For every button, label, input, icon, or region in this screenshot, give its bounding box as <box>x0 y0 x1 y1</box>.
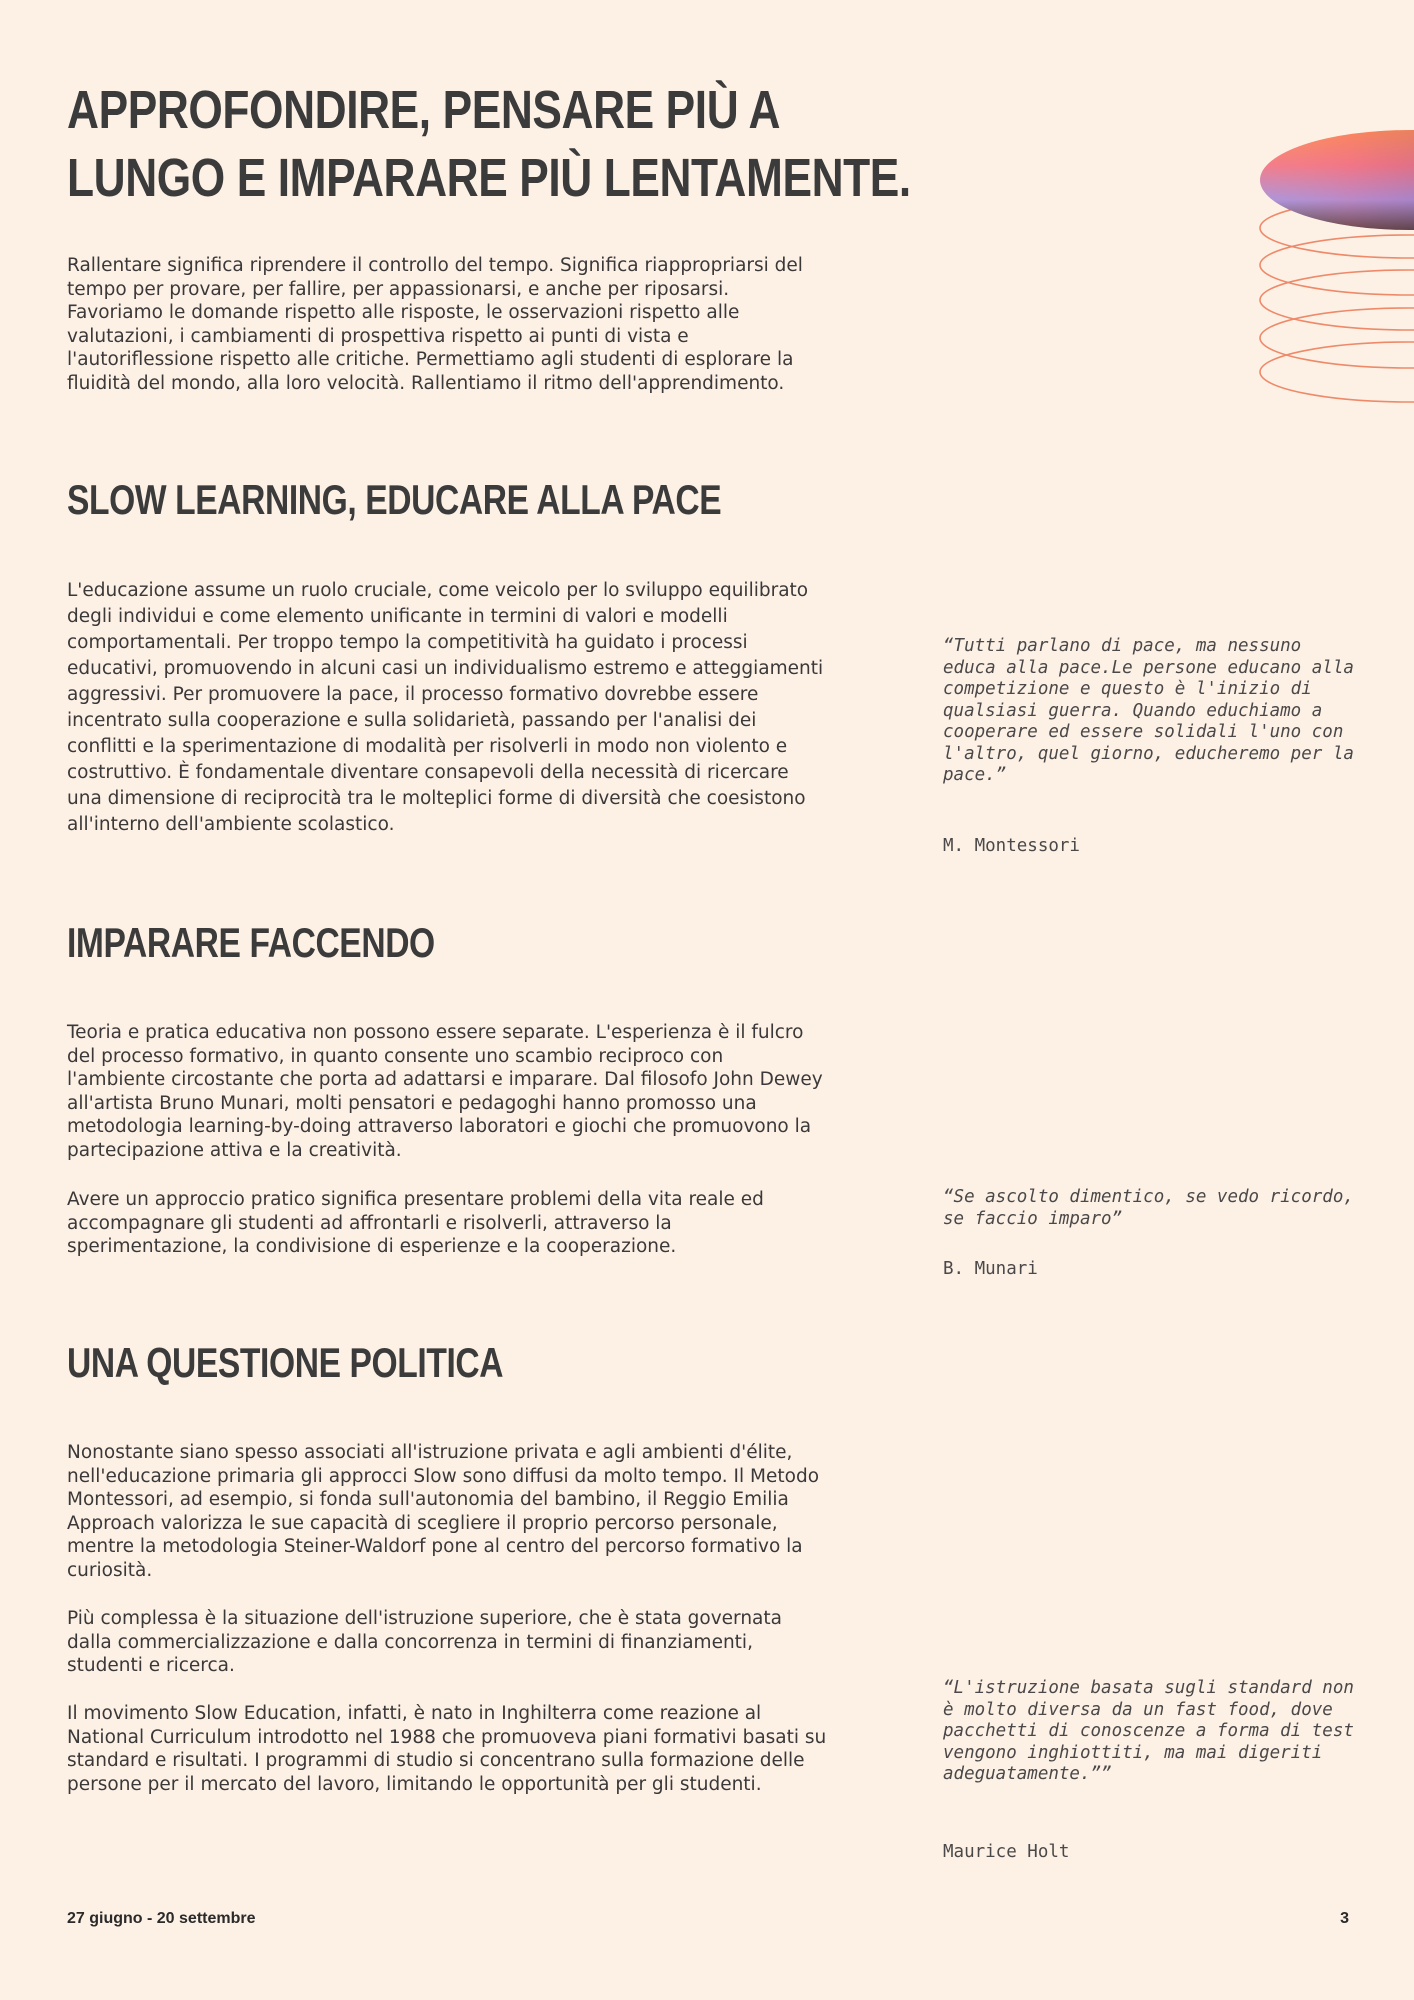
quote-holt: “L'istruzione basata sugli standard non è molto diversa da un fast food, dove pacchetti di conoscenze a forma di test vengono inghiottiti, ma mai digeriti adeguatamente.”” <box>943 1678 1354 1784</box>
politica-paragraph-2: Più complessa è la situazione dell'istruzione superiore, che è stata governata dalla commercializzazione e dalla concorrenza in termini di finanziamenti, studenti e ricerca. <box>67 1608 782 1676</box>
section-title-imparare-facendo: IMPARARE FACCENDO <box>67 919 435 966</box>
politica-paragraph-3: Il movimento Slow Education, infatti, è nato in Inghilterra come reazione al National Curriculum introdotto nel 1988 che promuoveva piani formativi basati su standard e risultati. I programmi di studio si concentrano sulla formazione delle persone per il mercato del lavoro, limitando le opportunità per gli studenti. <box>67 1703 827 1795</box>
ring-icon <box>1260 270 1414 330</box>
section-title-questione-politica: UNA QUESTIONE POLITICA <box>67 1339 504 1386</box>
slow-learning-paragraph: L'educazione assume un ruolo cruciale, come veicolo per lo sviluppo equilibrato degli individui e come elemento unificante in termini di valori e modelli comportamentali. Per troppo tempo la competitività ha guidato i processi educativi, promuovendo in alcuni casi un individualismo estremo e atteggiamenti aggressivi. Per promuovere la pace, il processo formativo dovrebbe essere incentrato sulla cooperazione e sulla solidarietà, passando per l'analisi dei conflitti e la sperimentazione di modalità per risolverli in modo non violento e costruttivo. È fondamentale diventare consapevoli della necessità di ricercare una dimensione di reciprocità tra le molteplici forme di diversità che coesistono all'interno dell'ambiente scolastico. <box>67 580 824 835</box>
quote-author-munari: B. Munari <box>943 1259 1038 1279</box>
ring-icon <box>1260 342 1414 402</box>
page-title-line-1: APPROFONDIRE, PENSARE PIÙ A <box>67 80 781 140</box>
page-title-line-2: LUNGO E IMPARARE PIÙ LENTAMENTE. <box>67 148 911 208</box>
imparare-paragraph-1: Teoria e pratica educativa non possono essere separate. L'esperienza è il fulcro del processo formativo, in quanto consente uno scambio reciproco con l'ambiente circostante che porta ad adattarsi e imparare. Dal filosofo John Dewey all'artista Bruno Munari, molti pensatori e pedagoghi hanno promosso una metodologia learning-by-doing attraverso laboratori e giochi che promuovono la partecipazione attiva e la creatività. <box>67 1022 823 1161</box>
page-number: 3 <box>1340 1910 1349 1927</box>
politica-paragraph-1: Nonostante siano spesso associati all'istruzione privata e agli ambienti d'élite, nell'educazione primaria gli approcci Slow sono diffusi da molto tempo. Il Metodo Montessori, ad esempio, si fonda sull'autonomia del bambino, il Reggio Emilia Approach valorizza le sue capacità di scegliere il proprio percorso personale, mentre la metodologia Steiner-Waldorf pone al centro del percorso formativo la curiosità. <box>67 1442 820 1581</box>
imparare-paragraph-2: Avere un approccio pratico significa presentare problemi della vita reale ed accompagnare gli studenti ad affrontarli e risolverli, attraverso la sperimentazione, la condivisione di esperienze e la cooperazione. <box>67 1189 764 1257</box>
intro-paragraph: Rallentare significa riprendere il controllo del tempo. Significa riappropriarsi del tempo per provare, per fallire, per appassionarsi, e anche per riposarsi. Favoriamo le domande rispetto alle risposte, le osservazioni rispetto alle valutazioni, i cambiamenti di prospettiva rispetto ai punti di vista e l'autoriflessione rispetto alle critiche. Permettiamo agli studenti di esplorare la fluidità del mondo, alla loro velocità. Rallentiamo il ritmo dell'apprendimento. <box>67 255 803 394</box>
ring-icon <box>1260 308 1414 368</box>
page-title <box>67 76 911 212</box>
quote-author-holt: Maurice Holt <box>943 1842 1070 1862</box>
section-title-slow-learning: SLOW LEARNING, EDUCARE ALLA PACE <box>67 476 722 523</box>
footer-dates: 27 giugno - 20 settembre <box>67 1910 256 1927</box>
quote-munari: “Se ascolto dimentico, se vedo ricordo, se faccio imparo” <box>943 1187 1354 1229</box>
rings-illustration-icon <box>1120 100 1414 440</box>
quote-montessori: “Tutti parlano di pace, ma nessuno educa alla pace.Le persone educano alla competizione e questo è l'inizio di qualsiasi guerra. Quando educhiamo a cooperare ed essere solidali l'uno con l'altro, quel giorno, educheremo per la pace.” <box>943 636 1354 785</box>
quote-author-montessori: M. Montessori <box>943 836 1080 856</box>
